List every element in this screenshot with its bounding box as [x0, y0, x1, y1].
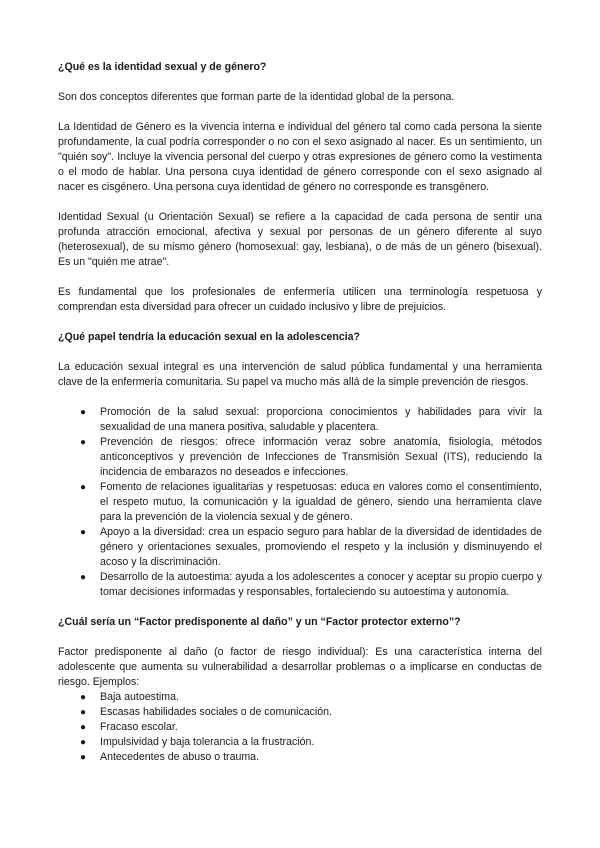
bullet-icon: ●	[79, 722, 87, 733]
list-item: ● Fomento de relaciones igualitarias y respetuosas: educa en valores como el consentimiento, el respeto mutuo, la comunicación y la igualdad de género, siendo una herramienta clave para la prevención de la violencia sexual y de género.	[79, 481, 542, 523]
paragraph-sexual-identity: Identidad Sexual (u Orientación Sexual) se refiere a la capacidad de cada persona de sentir una profunda atracción emocional, afectiva y sexual por personas de un género diferente al suyo (heterosexual), de su mismo género (homosexual: gay, lesbiana), o de más de un género (bisexual). Es un "quién me atrae".	[58, 211, 542, 268]
bullet-icon: ●	[79, 707, 87, 718]
paragraph-identity-intro: Son dos conceptos diferentes que forman parte de la identidad global de la persona.	[58, 91, 455, 103]
section-heading-sex-education: ¿Qué papel tendría la educación sexual en la adolescencia?	[58, 331, 361, 343]
list-item: ● Baja autoestima.	[79, 691, 179, 703]
list-item: ● Promoción de la salud sexual: proporciona conocimientos y habilidades para vivir la sexualidad de una manera positiva, saludable y placentera.	[79, 406, 542, 433]
paragraph-nursing-terminology: Es fundamental que los profesionales de enfermería utilicen una terminología respetuosa y comprendan esta diversidad para ofrecer un cuidado inclusivo y libre de prejuicios.	[58, 286, 542, 313]
bullet-icon: ●	[79, 572, 87, 583]
bullet-icon: ●	[79, 437, 87, 448]
paragraph-sex-education-intro: La educación sexual integral es una intervención de salud pública fundamental y una herramienta clave de la enfermería comunitaria. Su papel va mucho más allá de la simple prevención de riesgos.	[58, 361, 542, 388]
risk-factor-list	[58, 690, 542, 765]
bullet-icon: ●	[79, 737, 87, 748]
paragraph-gender-identity: La Identidad de Género es la vivencia interna e individual del género tal como cada persona la siente profundamente, la cual podría corresponder o no con el sexo asignado al nacer. Es un sentimiento, un "quién soy". Incluye la vivencia personal del cuerpo y otras expresiones de género como la vestimenta o el modo de hablar. Una persona cuya identidad de género corresponde con el sexo asignado al nacer es cisgénero. Una persona cuya identidad de género no corresponde es transgénero.	[58, 121, 542, 193]
list-item: ● Desarrollo de la autoestima: ayuda a los adolescentes a conocer y aceptar su propio cuerpo y tomar decisiones informadas y responsables, fortaleciendo su autoestima y autonomía.	[79, 571, 542, 598]
bullet-icon: ●	[79, 692, 87, 703]
list-item: ● Impulsividad y baja tolerancia a la frustración.	[79, 736, 315, 748]
list-item: ● Apoyo a la diversidad: crea un espacio seguro para hablar de la diversidad de identidades de género y orientaciones sexuales, promoviendo el respeto y la inclusión y disminuyendo el acoso y la discriminación.	[79, 526, 542, 568]
list-item: ● Fracaso escolar.	[79, 721, 178, 733]
sex-education-list	[58, 405, 542, 600]
paragraph-risk-factor-intro: Factor predisponente al daño (o factor de riesgo individual): Es una característica interna del adolescente que aumenta su vulnerabilidad a desarrollar problemas o a implicarse en conductas de riesgo. Ejemplos:	[58, 646, 542, 688]
bullet-icon: ●	[79, 527, 87, 538]
bullet-icon: ●	[79, 482, 87, 493]
list-item: ● Antecedentes de abuso o trauma.	[79, 751, 260, 763]
bullet-icon: ●	[79, 752, 87, 763]
bullet-icon: ●	[79, 407, 87, 418]
list-item: ● Prevención de riesgos: ofrece información veraz sobre anatomía, fisiología, métodos anticonceptivos y prevención de Infecciones de Transmisión Sexual (ITS), reduciendo la incidencia de embarazos no deseados e infecciones.	[79, 436, 542, 478]
list-item: ● Escasas habilidades sociales o de comunicación.	[79, 706, 333, 718]
section-heading-risk-factors: ¿Cuál sería un “Factor predisponente al daño” y un “Factor protector externo”?	[58, 616, 461, 628]
section-heading-identity: ¿Qué es la identidad sexual y de género?	[58, 61, 267, 73]
